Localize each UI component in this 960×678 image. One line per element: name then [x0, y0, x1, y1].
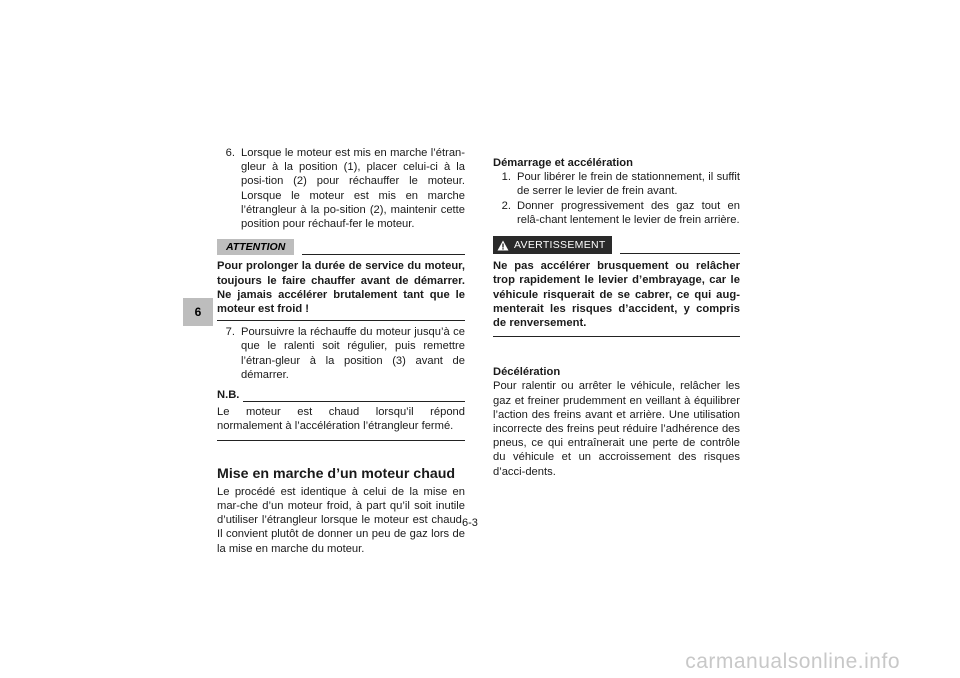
nb-text: Le moteur est chaud lorsqu’il répond normalement à l’accélération l’étrangleur fermé. [217, 406, 465, 433]
section-title: Mise en marche d’un moteur chaud [217, 465, 456, 482]
step-1-number: 1. [501, 171, 511, 184]
watermark: carmanualsonline.info [685, 650, 900, 673]
nb-label: N.B. [217, 389, 240, 402]
warning-header [493, 236, 740, 254]
warning-triangle-icon [497, 240, 509, 251]
step-7-text: Poursuivre la réchauffe du moteur jusqu’à ce que le ralenti soit régulier, puis remettre l’étran-gleur à la position (3) avant de démarrer. [241, 326, 465, 381]
step-2-text: Donner progressivement des gaz tout en relâ-chant lentement le levier de frein arrière. [517, 199, 740, 226]
step-1-text: Pour libérer le frein de stationnement, il suffit de serrer le levier de frein avant. [517, 171, 740, 198]
attention-rule [302, 254, 465, 255]
step-7 [217, 325, 465, 382]
page-number: 6-3 [462, 517, 478, 529]
heading-deceleration: Décélération [493, 366, 561, 379]
step-6-text: Lorsque le moteur est mis en marche l’étran-gleur à la position (1), placer celui-ci à la posi-tion (2) pour réchauffer le moteur. Lorsque le moteur est mis en marche l’étrangleur à la po-sition (2), maintenir cette position pour réchauf-fer le moteur. [241, 147, 465, 231]
step-6 [217, 146, 465, 231]
deceleration-text: Pour ralentir ou arrêter le véhicule, relâcher les gaz et freiner prudemment en veillant à équilibrer l’action des freins avant et arrière. Une utilisation incorrecte des freins peut réduire l’adhérence des pneus, ce qui entraînerait une perte de contrôle du véhicule et un accroissement des risques d’acci-dents. [493, 380, 740, 478]
section-text: Le procédé est identique à celui de la mise en mar-che d’un moteur froid, à part qu’il soit inutile d’utiliser l’étrangleur lorsque le moteur est chaud. Il convient plutôt de donner un peu de gaz lors de la mise en marche du moteur. [217, 485, 465, 555]
chapter-tab: 6 [183, 298, 213, 326]
right-column [493, 156, 740, 479]
step-2-number: 2. [501, 199, 511, 212]
warning-label: AVERTISSEMENT [514, 239, 606, 252]
attention-header [217, 239, 465, 255]
warning-text: Ne pas accélérer brusquement ou relâcher trop rapidement le levier d’embrayage, car le véhicule risquerait de se cabrer, ce qui aug-menterait les risques d’accident, y compris de renversement. [493, 260, 740, 330]
step-2 [493, 199, 740, 227]
nb-header [217, 388, 465, 402]
attention-text: Pour prolonger la durée de service du moteur, toujours le faire chauffer avant de démarrer. Ne jamais accélérer brutalement tant que le moteur est froid ! [217, 260, 465, 316]
nb-rule [243, 401, 465, 402]
left-column [217, 146, 465, 556]
attention-label: ATTENTION [217, 239, 294, 255]
step-1 [493, 170, 740, 198]
warning-end-rule [493, 336, 740, 337]
warning-badge [493, 236, 612, 254]
heading-demarrage: Démarrage et accélération [493, 157, 633, 169]
step-6-number: 6. [225, 147, 235, 159]
nb-end-rule [217, 440, 465, 441]
warning-rule [620, 253, 740, 254]
step-7-number: 7. [225, 326, 235, 339]
